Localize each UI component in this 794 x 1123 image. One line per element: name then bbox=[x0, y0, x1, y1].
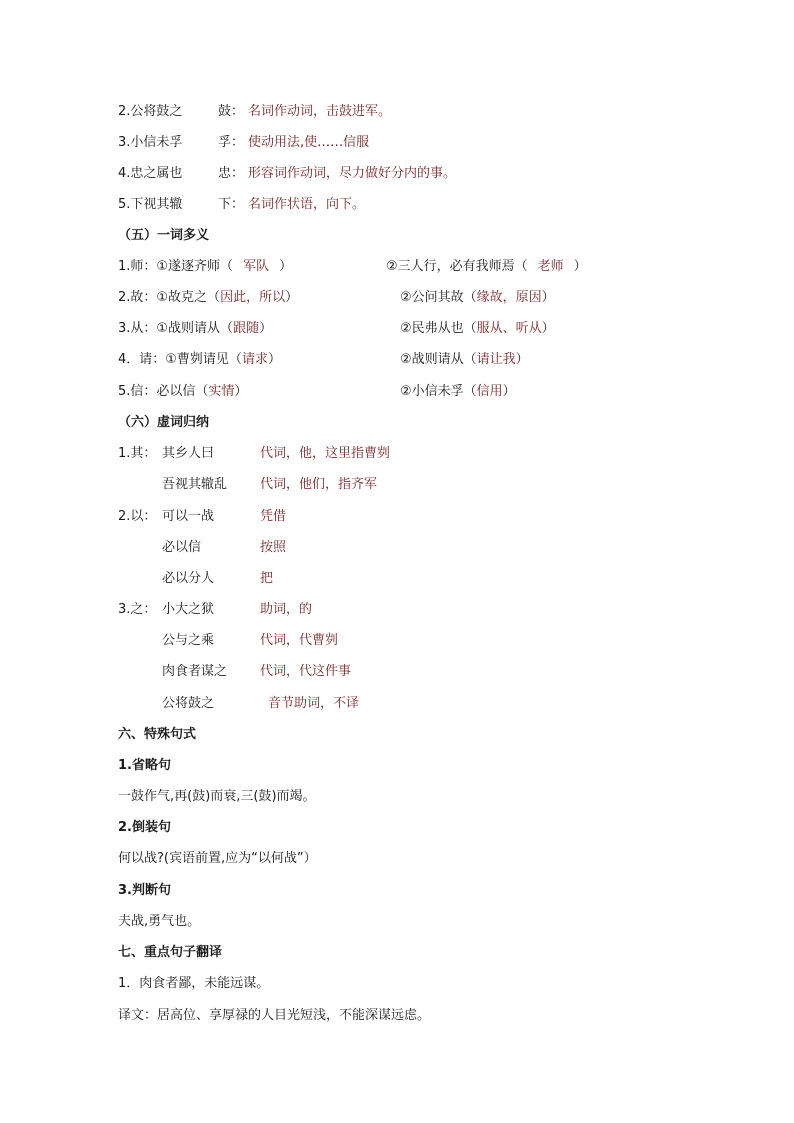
special-text: 夫战,勇气也。 bbox=[118, 914, 201, 929]
special-heading: 1.省略句 bbox=[118, 758, 171, 773]
special-heading: 3.判断句 bbox=[118, 883, 171, 898]
section-six-title: （六）虚词归纳 bbox=[118, 415, 210, 430]
special-text: 一鼓作气,再(鼓)而衰,三(鼓)而竭。 bbox=[118, 789, 316, 804]
special-title: 六、特殊句式 bbox=[118, 727, 197, 742]
special-text: 何以战?(宾语前置,应为“以何战”） bbox=[118, 851, 317, 866]
section-five-title: （五）一词多义 bbox=[118, 228, 210, 243]
translation-answer: 译文：居高位、享厚禄的人目光短浅，不能深谋远虑。 bbox=[118, 1008, 431, 1023]
translation-title: 七、重点句子翻译 bbox=[118, 945, 223, 960]
special-heading: 2.倒装句 bbox=[118, 820, 171, 835]
translation-sentence: 1．肉食者鄙，未能远谋。 bbox=[118, 976, 270, 991]
